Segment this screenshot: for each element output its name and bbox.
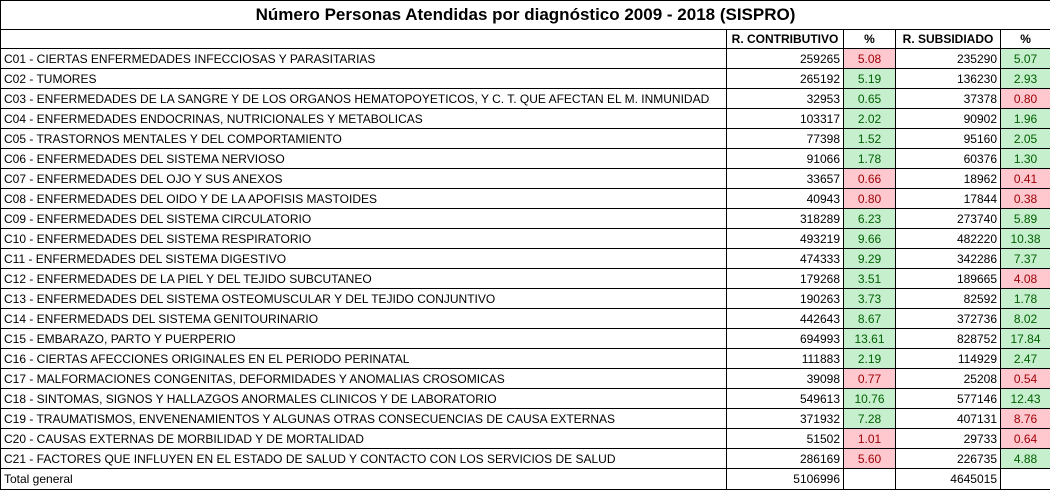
contributivo-pct-cell: 7.28 — [844, 409, 896, 429]
contributivo-count-cell: 493219 — [727, 229, 844, 249]
diagnosis-cell: C15 - EMBARAZO, PARTO Y PUERPERIO — [1, 329, 727, 349]
table-row — [1, 289, 1050, 309]
subsidiado-pct-cell: 0.41 — [1001, 169, 1050, 189]
diagnosis-cell: C01 - CIERTAS ENFERMEDADES INFECCIOSAS Y PARASITARIAS — [1, 49, 727, 69]
contributivo-count-cell: 111883 — [727, 349, 844, 369]
subsidiado-pct-cell: 1.96 — [1001, 109, 1050, 129]
diagnosis-cell: C20 - CAUSAS EXTERNAS DE MORBILIDAD Y DE MORTALIDAD — [1, 429, 727, 449]
subsidiado-count-cell: 226735 — [896, 449, 1001, 469]
total-row — [1, 469, 1050, 490]
subsidiado-count-cell: 60376 — [896, 149, 1001, 169]
contributivo-pct-cell: 9.29 — [844, 249, 896, 269]
contributivo-pct-cell: 2.19 — [844, 349, 896, 369]
contributivo-pct-cell: 8.67 — [844, 309, 896, 329]
subsidiado-count-cell: 273740 — [896, 209, 1001, 229]
subsidiado-pct-cell: 2.47 — [1001, 349, 1050, 369]
column-header-row — [1, 30, 1050, 49]
subsidiado-count-cell: 29733 — [896, 429, 1001, 449]
contributivo-pct-column-header: % — [844, 30, 896, 49]
subsidiado-count-cell: 407131 — [896, 409, 1001, 429]
subsidiado-pct-cell: 8.02 — [1001, 309, 1050, 329]
table-row — [1, 169, 1050, 189]
table-row — [1, 249, 1050, 269]
contributivo-pct-cell: 0.80 — [844, 189, 896, 209]
contributivo-count-cell: 51502 — [727, 429, 844, 449]
contributivo-count-cell: 190263 — [727, 289, 844, 309]
subsidiado-count-cell: 18962 — [896, 169, 1001, 189]
table-row — [1, 309, 1050, 329]
subsidiado-count-cell: 25208 — [896, 369, 1001, 389]
table-row — [1, 69, 1050, 89]
table-row — [1, 369, 1050, 389]
table-row — [1, 269, 1050, 289]
subsidiado-count-cell: 189665 — [896, 269, 1001, 289]
contributivo-pct-cell: 13.61 — [844, 329, 896, 349]
diagnosis-cell: C04 - ENFERMEDADES ENDOCRINAS, NUTRICIONALES Y METABOLICAS — [1, 109, 727, 129]
total-contributivo-pct-empty — [844, 469, 896, 490]
subsidiado-pct-column-header: % — [1001, 30, 1050, 49]
table-row — [1, 49, 1050, 69]
contributivo-pct-cell: 0.66 — [844, 169, 896, 189]
subsidiado-pct-cell: 5.07 — [1001, 49, 1050, 69]
diagnosis-column-header — [1, 30, 727, 49]
table-row — [1, 189, 1050, 209]
subsidiado-pct-cell: 2.05 — [1001, 129, 1050, 149]
subsidiado-pct-cell: 4.88 — [1001, 449, 1050, 469]
contributivo-pct-cell: 3.51 — [844, 269, 896, 289]
subsidiado-count-cell: 82592 — [896, 289, 1001, 309]
diagnosis-cell: C05 - TRASTORNOS MENTALES Y DEL COMPORTAMIENTO — [1, 129, 727, 149]
contributivo-pct-cell: 5.19 — [844, 69, 896, 89]
diagnosis-cell: C16 - CIERTAS AFECCIONES ORIGINALES EN EL PERIODO PERINATAL — [1, 349, 727, 369]
table-row — [1, 129, 1050, 149]
contributivo-pct-cell: 0.65 — [844, 89, 896, 109]
diagnosis-cell: C14 - ENFERMEDADS DEL SISTEMA GENITOURINARIO — [1, 309, 727, 329]
contributivo-count-cell: 371932 — [727, 409, 844, 429]
contributivo-pct-cell: 1.01 — [844, 429, 896, 449]
subsidiado-pct-cell: 5.89 — [1001, 209, 1050, 229]
subsidiado-count-cell: 136230 — [896, 69, 1001, 89]
contributivo-count-cell: 442643 — [727, 309, 844, 329]
contributivo-pct-cell: 1.78 — [844, 149, 896, 169]
subsidiado-count-cell: 17844 — [896, 189, 1001, 209]
contributivo-count-cell: 32953 — [727, 89, 844, 109]
subsidiado-count-cell: 114929 — [896, 349, 1001, 369]
table-row — [1, 89, 1050, 109]
contributivo-pct-cell: 5.60 — [844, 449, 896, 469]
contributivo-pct-cell: 5.08 — [844, 49, 896, 69]
contributivo-pct-cell: 9.66 — [844, 229, 896, 249]
diagnosis-cell: C06 - ENFERMEDADES DEL SISTEMA NERVIOSO — [1, 149, 727, 169]
subsidiado-pct-cell: 12.43 — [1001, 389, 1050, 409]
contributivo-count-cell: 91066 — [727, 149, 844, 169]
table-row — [1, 329, 1050, 349]
subsidiado-count-cell: 342286 — [896, 249, 1001, 269]
diagnosis-cell: C11 - ENFERMEDADES DEL SISTEMA DIGESTIVO — [1, 249, 727, 269]
subsidiado-count-cell: 95160 — [896, 129, 1001, 149]
subsidiado-pct-cell: 1.78 — [1001, 289, 1050, 309]
contributivo-count-cell: 103317 — [727, 109, 844, 129]
contributivo-count-cell: 259265 — [727, 49, 844, 69]
contributivo-count-cell: 39098 — [727, 369, 844, 389]
contributivo-pct-cell: 1.52 — [844, 129, 896, 149]
contributivo-count-cell: 694993 — [727, 329, 844, 349]
diagnosis-cell: C12 - ENFERMEDADES DE LA PIEL Y DEL TEJIDO SUBCUTANEO — [1, 269, 727, 289]
contributivo-count-cell: 33657 — [727, 169, 844, 189]
contributivo-count-cell: 318289 — [727, 209, 844, 229]
contributivo-count-cell: 286169 — [727, 449, 844, 469]
subsidiado-count-cell: 482220 — [896, 229, 1001, 249]
contributivo-column-header: R. CONTRIBUTIVO — [727, 30, 844, 49]
contributivo-count-cell: 179268 — [727, 269, 844, 289]
diagnosis-cell: C17 - MALFORMACIONES CONGENITAS, DEFORMIDADES Y ANOMALIAS CROSOMICAS — [1, 369, 727, 389]
total-subsidiado-pct-empty — [1001, 469, 1050, 490]
total-contributivo-count: 5106996 — [727, 469, 844, 490]
contributivo-count-cell: 77398 — [727, 129, 844, 149]
contributivo-pct-cell: 0.77 — [844, 369, 896, 389]
contributivo-pct-cell: 3.73 — [844, 289, 896, 309]
diagnosis-cell: C10 - ENFERMEDADES DEL SISTEMA RESPIRATORIO — [1, 229, 727, 249]
diagnosis-cell: C19 - TRAUMATISMOS, ENVENENAMIENTOS Y ALGUNAS OTRAS CONSECUENCIAS DE CAUSA EXTERNAS — [1, 409, 727, 429]
table-row — [1, 409, 1050, 429]
table-row — [1, 229, 1050, 249]
subsidiado-pct-cell: 8.76 — [1001, 409, 1050, 429]
contributivo-count-cell: 474333 — [727, 249, 844, 269]
contributivo-count-cell: 265192 — [727, 69, 844, 89]
diagnosis-cell: C09 - ENFERMEDADES DEL SISTEMA CIRCULATORIO — [1, 209, 727, 229]
table-row — [1, 109, 1050, 129]
subsidiado-count-cell: 37378 — [896, 89, 1001, 109]
subsidiado-pct-cell: 0.54 — [1001, 369, 1050, 389]
diagnosis-cell: C18 - SINTOMAS, SIGNOS Y HALLAZGOS ANORMALES CLINICOS Y DE LABORATORIO — [1, 389, 727, 409]
diagnosis-cell: C02 - TUMORES — [1, 69, 727, 89]
subsidiado-pct-cell: 4.08 — [1001, 269, 1050, 289]
title-row — [1, 1, 1050, 30]
contributivo-pct-cell: 6.23 — [844, 209, 896, 229]
subsidiado-pct-cell: 0.38 — [1001, 189, 1050, 209]
contributivo-count-cell: 40943 — [727, 189, 844, 209]
subsidiado-pct-cell: 17.84 — [1001, 329, 1050, 349]
page-title: Número Personas Atendidas por diagnóstico 2009 - 2018 (SISPRO) — [1, 1, 1050, 30]
subsidiado-count-cell: 235290 — [896, 49, 1001, 69]
subsidiado-column-header: R. SUBSIDIADO — [896, 30, 1001, 49]
diagnosis-cell: C07 - ENFERMEDADES DEL OJO Y SUS ANEXOS — [1, 169, 727, 189]
diagnosis-cell: C03 - ENFERMEDADES DE LA SANGRE Y DE LOS ORGANOS HEMATOPOYETICOS, Y C. T. QUE AFECTAN EL M. INMUNIDAD — [1, 89, 727, 109]
subsidiado-count-cell: 828752 — [896, 329, 1001, 349]
subsidiado-pct-cell: 1.30 — [1001, 149, 1050, 169]
table-row — [1, 429, 1050, 449]
subsidiado-pct-cell: 2.93 — [1001, 69, 1050, 89]
diagnosis-cell: C21 - FACTORES QUE INFLUYEN EN EL ESTADO DE SALUD Y CONTACTO CON LOS SERVICIOS DE SALUD — [1, 449, 727, 469]
table-row — [1, 149, 1050, 169]
subsidiado-pct-cell: 0.80 — [1001, 89, 1050, 109]
total-label: Total general — [1, 469, 727, 490]
total-subsidiado-count: 4645015 — [896, 469, 1001, 490]
subsidiado-count-cell: 577146 — [896, 389, 1001, 409]
diagnosis-cell: C08 - ENFERMEDADES DEL OIDO Y DE LA APOFISIS MASTOIDES — [1, 189, 727, 209]
subsidiado-pct-cell: 0.64 — [1001, 429, 1050, 449]
table-row — [1, 209, 1050, 229]
contributivo-count-cell: 549613 — [727, 389, 844, 409]
diagnosis-cell: C13 - ENFERMEDADES DEL SISTEMA OSTEOMUSCULAR Y DEL TEJIDO CONJUNTIVO — [1, 289, 727, 309]
contributivo-pct-cell: 10.76 — [844, 389, 896, 409]
table-row — [1, 449, 1050, 469]
subsidiado-count-cell: 372736 — [896, 309, 1001, 329]
table-row — [1, 349, 1050, 369]
subsidiado-pct-cell: 7.37 — [1001, 249, 1050, 269]
contributivo-pct-cell: 2.02 — [844, 109, 896, 129]
subsidiado-pct-cell: 10.38 — [1001, 229, 1050, 249]
table-row — [1, 389, 1050, 409]
subsidiado-count-cell: 90902 — [896, 109, 1001, 129]
